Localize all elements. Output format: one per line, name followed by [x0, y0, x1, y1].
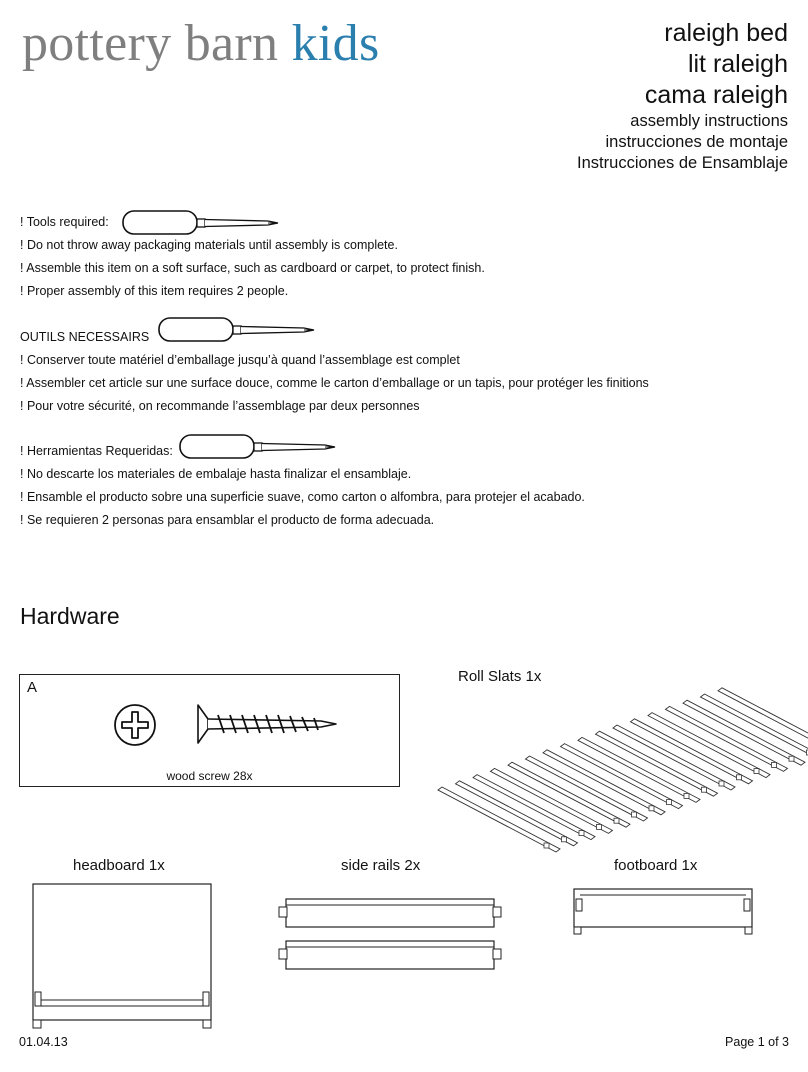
- footboard-drawing: [568, 887, 758, 939]
- screw-caption: wood screw 28x: [166, 769, 253, 783]
- instruction-es-3: ! Ensamble el producto sobre una superficie suave, como carton o alfombra, para protejer el acabado.: [20, 490, 585, 504]
- footer-page: Page 1 of 3: [725, 1035, 789, 1049]
- phillips-head-icon: [113, 703, 157, 747]
- roll-slats-label: Roll Slats 1x: [458, 668, 542, 685]
- title-block: [577, 18, 788, 174]
- screwdriver-icon: [122, 208, 280, 238]
- side-rail-drawing: [272, 893, 508, 933]
- title-es: cama raleigh: [644, 81, 788, 109]
- headboard-label: headboard 1x: [73, 857, 165, 874]
- brand-kids: kids: [291, 15, 380, 72]
- instruction-fr-2: ! Conserver toute matériel d’emballage jusqu’à quand l’assemblage est complet: [20, 353, 460, 367]
- hardware-heading: Hardware: [20, 603, 120, 629]
- instruction-fr-3: ! Assembler cet article sur une surface douce, comme le carton d’emballage or un tapis, pour protéger les finitions: [20, 376, 649, 390]
- brand-name: pottery barn: [22, 15, 279, 72]
- instruction-es-1: ! Herramientas Requeridas:: [20, 444, 173, 458]
- instruction-fr-1: OUTILS NECESSAIRS: [20, 330, 150, 344]
- instruction-es-2: ! No descarte los materiales de embalaje hasta finalizar el ensamblaje.: [20, 467, 412, 481]
- title-fr: lit raleigh: [687, 50, 788, 78]
- hardware-box-a: [19, 674, 400, 787]
- instruction-en-2: ! Do not throw away packaging materials until assembly is complete.: [20, 238, 398, 252]
- side-rail-drawing: [272, 935, 508, 975]
- subtitle-en: assembly instructions: [630, 112, 788, 130]
- subtitle-es: instrucciones de montaje: [605, 133, 788, 151]
- roll-slats-drawing: [430, 670, 790, 860]
- footboard-label: footboard 1x: [614, 857, 698, 874]
- brand-logo: [22, 14, 380, 73]
- title-en: raleigh bed: [664, 19, 788, 47]
- instruction-es-4: ! Se requieren 2 personas para ensamblar el producto de forma adecuada.: [20, 513, 435, 527]
- footer-date: 01.04.13: [19, 1035, 68, 1049]
- instruction-en-3: ! Assemble this item on a soft surface, such as cardboard or carpet, to protect finish.: [20, 261, 485, 275]
- headboard-drawing: [28, 882, 218, 1030]
- hardware-letter: A: [27, 679, 38, 696]
- side-rails-label: side rails 2x: [341, 857, 421, 874]
- screwdriver-icon: [179, 432, 337, 462]
- instruction-en-4: ! Proper assembly of this item requires 2 people.: [20, 284, 289, 298]
- screwdriver-icon: [158, 315, 316, 345]
- wood-screw-icon: [196, 701, 338, 745]
- instruction-fr-4: ! Pour votre sécurité, on recommande l’assemblage par deux personnes: [20, 399, 420, 413]
- subtitle-es2: Instrucciones de Ensamblaje: [577, 154, 788, 172]
- instruction-en-1: ! Tools required:: [20, 215, 109, 229]
